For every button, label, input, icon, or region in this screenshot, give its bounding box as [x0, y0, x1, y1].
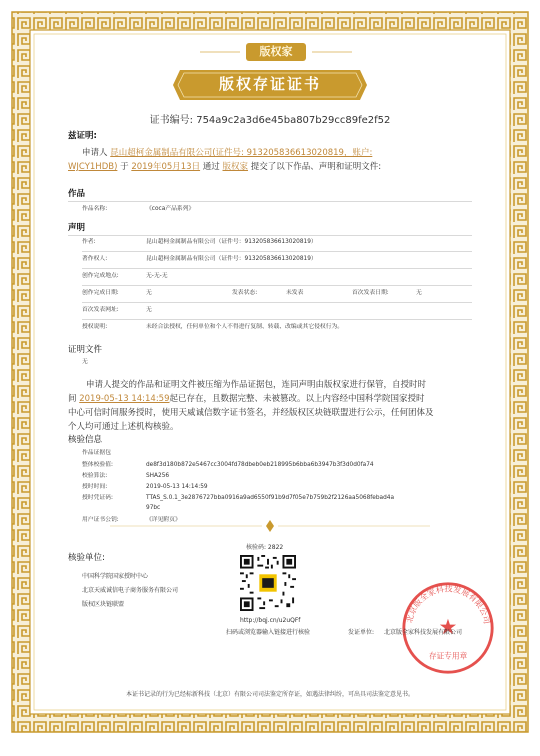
timing-proof-value-cont: 97bc [146, 505, 161, 511]
work-name-value: 《coca产品系列》 [146, 206, 195, 212]
place-value: 无-无-无 [146, 273, 168, 279]
author-label: 作者: [82, 239, 96, 245]
footer-note: 本证书记录的行为已经标新科技（北京）有限公司司法鉴定所存证，如遇法律纠纷，可出具司法鉴定意见书。 [125, 691, 414, 698]
timing-proof-value: TTAS_S.0.1_3e2876727bba0916a9ad6550f91b9d7f05e7b759b2f2126aa5068febad4a [146, 495, 395, 501]
timing-value: 2019-05-13 14:14:59 [146, 484, 208, 490]
first-publish-date-label: 首次发表日期: [352, 290, 389, 296]
unit-ntsc: 中国科学院国家授时中心 [82, 573, 149, 580]
svg-text:★: ★ [438, 613, 458, 639]
timing-label: 授时时间: [82, 484, 108, 490]
verify-hint: 扫码或浏览器输入链接进行核验 [226, 629, 311, 636]
place-label: 创作完成地点: [82, 273, 119, 279]
algorithm-label: 校验算法: [82, 473, 108, 479]
verify-heading: 核验信息 [68, 435, 103, 445]
issuer-label: 发证单位: [348, 629, 375, 636]
applicant-paragraph: 申请人 昆山超柯金属制品有限公司(证件号: 913205836613020819，账户: WJCY1HDB) 于 2019年05月13日 通过 版权家 提交了以下作品、声明和证明文件: [68, 148, 382, 172]
complete-date-label: 创作完成日期: [82, 290, 119, 296]
unit-itrus: 北京天威诚信电子商务服务有限公司 [82, 587, 179, 594]
timing-proof-label: 授时凭证码: [82, 495, 113, 501]
evidence-package-label: 作品证据包 [82, 450, 111, 456]
submit-date-link[interactable]: 2019年05月13日 [131, 162, 201, 172]
summary-timestamp: 2019-05-13 14:14:59 [79, 394, 170, 404]
verify-url[interactable]: http://bqj.cn/u2uQFf [240, 617, 301, 624]
official-seal [400, 580, 496, 676]
certificate-number: 证书编号: 754a9c2a3d6e45ba807b29cc89fe2f52 [149, 115, 391, 126]
hash-value: de8f3d180b872e5467cc3004fd78dbeb0eb218995b6bba6b3947b3f3d0d0fa74 [146, 462, 374, 468]
seal-ring-text: 北京版全家科技发展有限公司 [403, 583, 493, 625]
applicant-company-link[interactable]: 昆山超柯金属制品有限公司(证件号: 913205836613020819，账户: [110, 148, 373, 158]
works-heading: 作品 [68, 189, 86, 199]
license-label: 授权说明: [82, 324, 108, 330]
issuer-name: 北京版全家科技发展有限公司 [384, 629, 463, 636]
brand-logo: 版权家 [246, 43, 306, 61]
seal-bottom-text: 存证专用章 [428, 651, 468, 661]
qr-code[interactable] [240, 555, 296, 611]
proof-heading: 兹证明: [68, 131, 97, 141]
work-name-label: 作品名称: [82, 206, 108, 212]
first-publish-site-value: 无 [146, 307, 152, 313]
proof-docs-value: 无 [82, 359, 88, 365]
statement-heading: 声明 [68, 223, 86, 233]
publish-status-label: 发表状态: [232, 290, 258, 296]
pubkey-value: 《详见附页》 [146, 517, 181, 523]
unit-blockchain: 版权区块链联盟 [82, 601, 125, 608]
license-value: 未经合法授权，任何单位和个人不得进行复制、转载、改编或其它侵权行为。 [146, 324, 344, 330]
owner-value: 昆山超柯金属制品有限公司（证件号：913205836613020819） [146, 256, 317, 262]
first-publish-site-label: 首次发表网址: [82, 307, 119, 313]
hash-label: 整体校验值: [82, 462, 113, 468]
platform-link[interactable]: 版权家 [222, 162, 249, 172]
first-publish-date-value: 无 [416, 290, 422, 296]
author-value: 昆山超柯金属制品有限公司（证件号：913205836613020819） [146, 239, 317, 245]
algorithm-value: SHA256 [146, 473, 170, 479]
verify-code: 核验码: 2822 [246, 544, 284, 551]
publish-status-value: 未发表 [286, 290, 304, 296]
proof-docs-heading: 证明文件 [68, 345, 103, 355]
applicant-account-link[interactable]: WJCY1HDB) [68, 162, 118, 172]
summary-paragraph: 申请人提交的作品和证明文件被压缩为作品证据包，连同声明由版权家进行保管，自授时时 间 2019-05-13 14:14:59起已存在，且数据完整、未被篡改。以上内容经中国科学院国家授时 中心可信时间服务授时，使用天威诚信数字证书签名，并经版权区块链联盟进行公示，任何团体及 个人均可通过上述机构核验。 [68, 380, 434, 432]
certificate-title: 版权存证证书 [218, 75, 321, 93]
owner-label: 著作权人: [82, 256, 108, 262]
units-heading: 核验单位: [68, 553, 105, 563]
pubkey-label: 用户证书公钥: [82, 517, 119, 523]
complete-date-value: 无 [146, 290, 152, 296]
